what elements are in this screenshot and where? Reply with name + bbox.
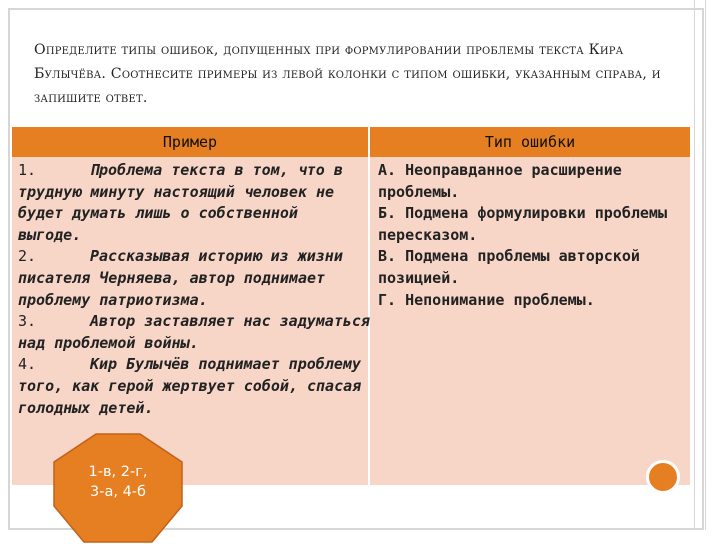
slide-edge-decoration bbox=[694, 0, 706, 530]
answer-text bbox=[52, 462, 184, 502]
example-item bbox=[18, 355, 361, 416]
answer-badge[interactable] bbox=[52, 432, 184, 544]
example-number: 4. bbox=[18, 355, 37, 374]
example-text: Рассказывая историю из жизни писателя Черняева, автор поднимает проблему патриотизма. bbox=[18, 247, 343, 309]
error-types-list bbox=[378, 160, 686, 311]
error-types-cell bbox=[370, 157, 690, 485]
example-text: Автор заставляет нас задуматься над проблемой войны. bbox=[18, 312, 370, 352]
example-item bbox=[18, 161, 343, 244]
header-error-type: Тип ошибки bbox=[484, 133, 576, 151]
example-item bbox=[18, 247, 343, 308]
answer-line-2: 3-а, 4-б bbox=[90, 484, 146, 500]
example-number: 1. bbox=[18, 161, 37, 179]
task-title: Определите типы ошибок, допущенных при формулировании проблемы текста Кира Булычёва. Соотнесите примеры из левой колонки с типом ошибки, указанным справа, и запишите ответ. bbox=[34, 42, 661, 106]
example-number: 3. bbox=[18, 312, 37, 331]
example-text: Проблема текста в том, что в трудную минуту настоящий человек не будет думать лишь о собственной выгоде. bbox=[18, 161, 343, 244]
table-header bbox=[12, 127, 690, 157]
error-type-item: А. Неоправданное расширение проблемы. bbox=[378, 161, 622, 201]
example-item bbox=[18, 312, 370, 352]
examples-list bbox=[18, 160, 370, 419]
header-example: Пример bbox=[12, 127, 370, 157]
answer-line-1: 1-в, 2-г, bbox=[88, 464, 148, 480]
error-type-item: Г. Непонимание проблемы. bbox=[378, 290, 595, 309]
example-number: 2. bbox=[18, 247, 37, 266]
error-type-item: В. Подмена проблемы авторской позицией. bbox=[378, 247, 640, 287]
example-text: Кир Булычёв поднимает проблему того, как герой жертвует собой, спасая голодных детей. bbox=[18, 355, 362, 417]
error-type-item: Б. Подмена формулировки проблемы пересказом. bbox=[378, 204, 667, 244]
decorative-circle bbox=[646, 460, 680, 494]
